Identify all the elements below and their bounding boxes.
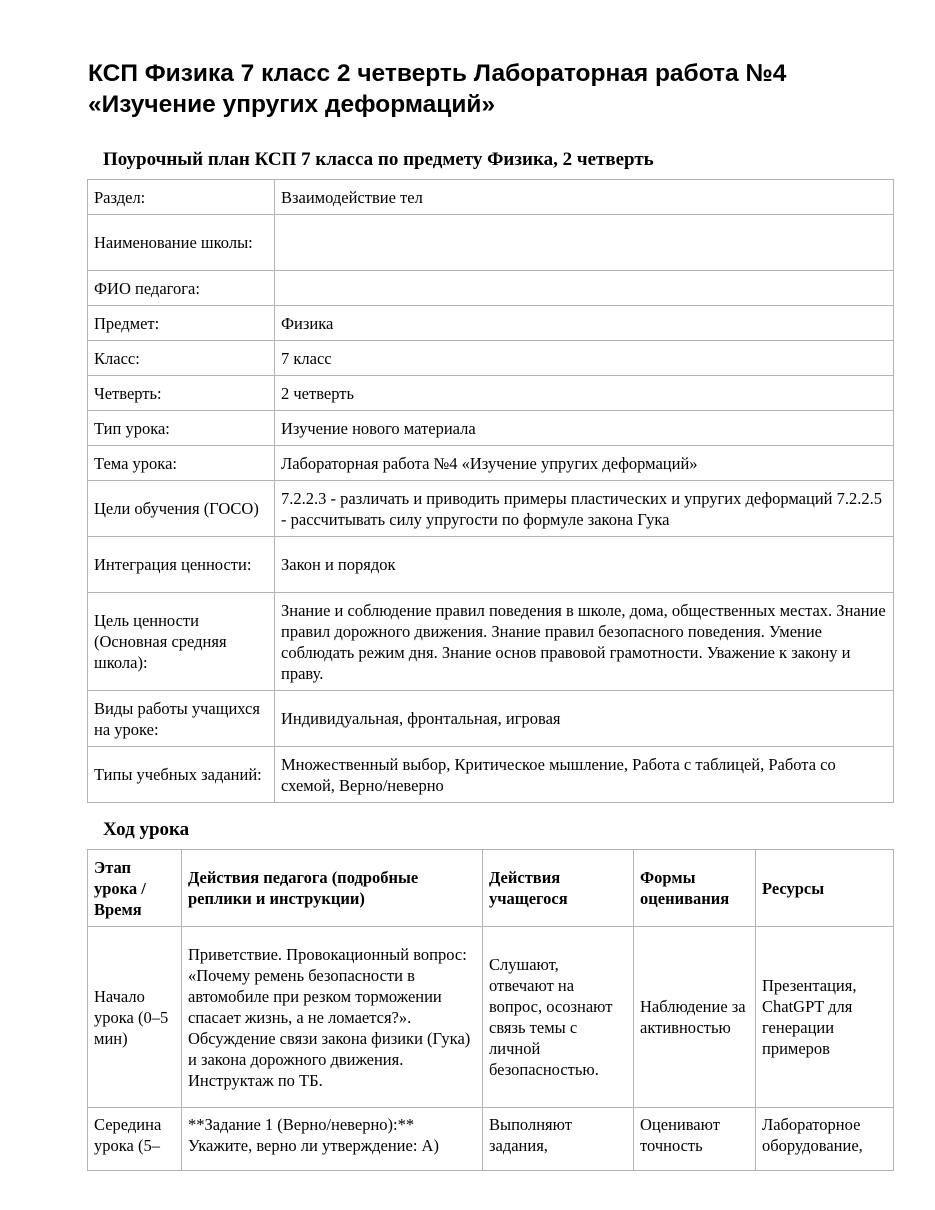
info-row-task-types xyxy=(88,747,894,803)
cell-stage: Начало урока (0–5 мин) xyxy=(88,927,182,1108)
info-value: Изучение нового материала xyxy=(275,411,894,446)
info-value: 7 класс xyxy=(275,341,894,376)
header-assessment: Формы оценивания xyxy=(634,850,756,927)
info-row-school xyxy=(88,215,894,271)
info-label: Тема урока: xyxy=(88,446,275,481)
cell-teacher-actions: **Задание 1 (Верно/неверно):** Укажите, верно ли утверждение: А) xyxy=(182,1108,483,1171)
info-row-values xyxy=(88,537,894,593)
cell-resources: Презентация, ChatGPT для генерации примеров xyxy=(756,927,894,1108)
info-value: Знание и соблюдение правил поведения в школе, дома, общественных местах. Знание правил дорожного движения. Знание правил безопасного поведения. Умение соблюдать режим дня. Знание основ правовой грамотности. Уважение к закону и праву. xyxy=(275,593,894,691)
info-row-value-goal xyxy=(88,593,894,691)
info-row-quarter xyxy=(88,376,894,411)
table-row xyxy=(88,927,894,1108)
info-label: Цели обучения (ГОСО) xyxy=(88,481,275,537)
info-value xyxy=(275,271,894,306)
info-label: Наименование школы: xyxy=(88,215,275,271)
cell-student-actions: Выполняют задания, xyxy=(483,1108,634,1171)
info-row-grade xyxy=(88,341,894,376)
info-label: Интеграция ценности: xyxy=(88,537,275,593)
table-row xyxy=(88,1108,894,1171)
plan-heading: Поурочный план КСП 7 класса по предмету Физика, 2 четверть xyxy=(103,149,654,170)
header-teacher-actions: Действия педагога (подробные реплики и инструкции) xyxy=(182,850,483,927)
info-row-topic xyxy=(88,446,894,481)
info-row-learning-goals xyxy=(88,481,894,537)
info-label: Тип урока: xyxy=(88,411,275,446)
document-title: КСП Физика 7 класс 2 четверть Лабораторная работа №4 «Изучение упругих деформаций» xyxy=(88,60,787,118)
info-value: Множественный выбор, Критическое мышление, Работа с таблицей, Работа со схемой, Верно/неверно xyxy=(275,747,894,803)
info-label: Класс: xyxy=(88,341,275,376)
info-label: Раздел: xyxy=(88,180,275,215)
cell-stage: Середина урока (5– xyxy=(88,1108,182,1171)
info-label: Виды работы учащихся на уроке: xyxy=(88,691,275,747)
info-row-lesson-type xyxy=(88,411,894,446)
cell-assessment: Наблюдение за активностью xyxy=(634,927,756,1108)
lesson-heading: Ход урока xyxy=(103,819,190,840)
cell-assessment: Оценивают точность xyxy=(634,1108,756,1171)
info-label: Типы учебных заданий: xyxy=(88,747,275,803)
info-value: Индивидуальная, фронтальная, игровая xyxy=(275,691,894,747)
header-stage: Этап урока / Время xyxy=(88,850,182,927)
info-value: Лабораторная работа №4 «Изучение упругих деформаций» xyxy=(275,446,894,481)
info-value: 7.2.2.3 - различать и приводить примеры пластических и упругих деформаций 7.2.2.5 - рассчитывать силу упругости по формуле закона Гука xyxy=(275,481,894,537)
cell-teacher-actions: Приветствие. Провокационный вопрос: «Почему ремень безопасности в автомобиле при резком торможении спасает жизнь, а не ломается?». Обсуждение связи закона физики (Гука) и закона дорожного движения. Инструктаж по ТБ. xyxy=(182,927,483,1108)
info-row-subject xyxy=(88,306,894,341)
info-label: Предмет: xyxy=(88,306,275,341)
info-value xyxy=(275,215,894,271)
lesson-flow-table xyxy=(87,849,894,1171)
info-label: ФИО педагога: xyxy=(88,271,275,306)
header-student-actions: Действия учащегося xyxy=(483,850,634,927)
info-value: Закон и порядок xyxy=(275,537,894,593)
cell-resources: Лабораторное оборудование, xyxy=(756,1108,894,1171)
info-value: 2 четверть xyxy=(275,376,894,411)
cell-student-actions: Слушают, отвечают на вопрос, осознают связь темы с личной безопасностью. xyxy=(483,927,634,1108)
info-value: Физика xyxy=(275,306,894,341)
lesson-header-row xyxy=(88,850,894,927)
info-label: Четверть: xyxy=(88,376,275,411)
info-value: Взаимодействие тел xyxy=(275,180,894,215)
info-row-section xyxy=(88,180,894,215)
header-resources: Ресурсы xyxy=(756,850,894,927)
lesson-info-table xyxy=(87,179,894,803)
info-row-work-types xyxy=(88,691,894,747)
info-row-teacher xyxy=(88,271,894,306)
info-label: Цель ценности (Основная средняя школа): xyxy=(88,593,275,691)
